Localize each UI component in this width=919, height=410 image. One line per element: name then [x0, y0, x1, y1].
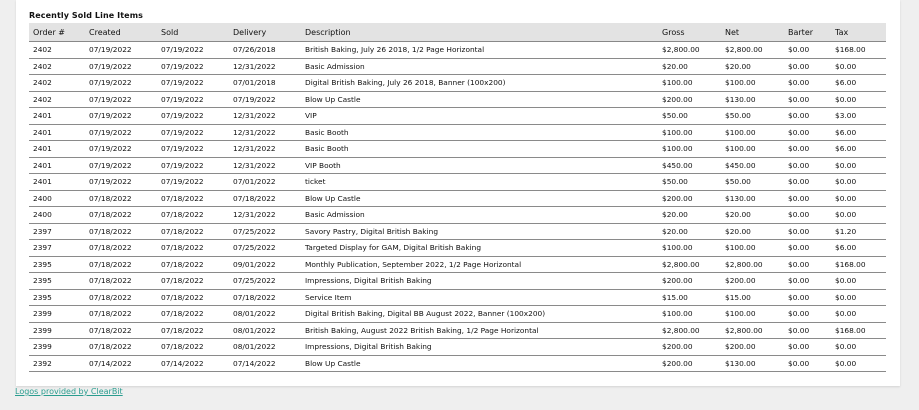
- cell-created: 07/18/2022: [85, 322, 157, 339]
- cell-delivery: 08/01/2022: [229, 339, 301, 356]
- cell-tax: $6.00: [831, 240, 886, 257]
- cell-sold: 07/18/2022: [157, 339, 229, 356]
- cell-sold: 07/19/2022: [157, 91, 229, 108]
- cell-barter: $0.00: [784, 42, 831, 59]
- cell-description: Monthly Publication, September 2022, 1/2 Page Horizontal: [301, 256, 658, 273]
- cell-created: 07/19/2022: [85, 108, 157, 125]
- cell-delivery: 07/18/2022: [229, 289, 301, 306]
- cell-delivery: 12/31/2022: [229, 207, 301, 224]
- cell-order: 2399: [29, 322, 85, 339]
- cell-tax: $3.00: [831, 108, 886, 125]
- table-row[interactable]: [29, 289, 886, 306]
- cell-net: $20.00: [721, 223, 784, 240]
- table-row[interactable]: [29, 91, 886, 108]
- table-row[interactable]: [29, 256, 886, 273]
- cell-description: ticket: [301, 174, 658, 191]
- table-row[interactable]: [29, 306, 886, 323]
- column-header-tax[interactable]: Tax: [831, 23, 886, 42]
- cell-barter: $0.00: [784, 108, 831, 125]
- cell-created: 07/19/2022: [85, 124, 157, 141]
- cell-tax: $0.00: [831, 174, 886, 191]
- cell-delivery: 07/25/2022: [229, 240, 301, 257]
- cell-order: 2392: [29, 355, 85, 372]
- cell-tax: $168.00: [831, 256, 886, 273]
- cell-created: 07/19/2022: [85, 91, 157, 108]
- table-row[interactable]: [29, 322, 886, 339]
- table-row[interactable]: [29, 174, 886, 191]
- cell-delivery: 12/31/2022: [229, 108, 301, 125]
- cell-net: $2,800.00: [721, 42, 784, 59]
- cell-tax: $0.00: [831, 306, 886, 323]
- cell-created: 07/14/2022: [85, 355, 157, 372]
- cell-tax: $168.00: [831, 42, 886, 59]
- cell-created: 07/18/2022: [85, 256, 157, 273]
- cell-sold: 07/18/2022: [157, 240, 229, 257]
- cell-order: 2397: [29, 240, 85, 257]
- cell-description: Digital British Baking, Digital BB August 2022, Banner (100x200): [301, 306, 658, 323]
- cell-delivery: 08/01/2022: [229, 322, 301, 339]
- cell-net: $20.00: [721, 58, 784, 75]
- cell-sold: 07/18/2022: [157, 223, 229, 240]
- cell-barter: $0.00: [784, 322, 831, 339]
- table-row[interactable]: [29, 240, 886, 257]
- cell-barter: $0.00: [784, 273, 831, 290]
- cell-delivery: 07/25/2022: [229, 273, 301, 290]
- cell-barter: $0.00: [784, 91, 831, 108]
- cell-delivery: 07/25/2022: [229, 223, 301, 240]
- cell-tax: $0.00: [831, 273, 886, 290]
- cell-tax: $0.00: [831, 157, 886, 174]
- cell-net: $200.00: [721, 339, 784, 356]
- cell-tax: $6.00: [831, 124, 886, 141]
- cell-delivery: 09/01/2022: [229, 256, 301, 273]
- cell-net: $100.00: [721, 141, 784, 158]
- cell-description: Blow Up Castle: [301, 91, 658, 108]
- cell-gross: $100.00: [658, 141, 721, 158]
- cell-description: Blow Up Castle: [301, 190, 658, 207]
- cell-created: 07/18/2022: [85, 190, 157, 207]
- cell-description: Basic Admission: [301, 58, 658, 75]
- cell-order: 2402: [29, 75, 85, 92]
- cell-description: Blow Up Castle: [301, 355, 658, 372]
- cell-created: 07/18/2022: [85, 273, 157, 290]
- cell-sold: 07/19/2022: [157, 58, 229, 75]
- cell-order: 2397: [29, 223, 85, 240]
- cell-tax: $0.00: [831, 339, 886, 356]
- cell-created: 07/19/2022: [85, 75, 157, 92]
- cell-net: $100.00: [721, 75, 784, 92]
- cell-created: 07/18/2022: [85, 223, 157, 240]
- cell-net: $130.00: [721, 91, 784, 108]
- cell-created: 07/18/2022: [85, 207, 157, 224]
- cell-created: 07/19/2022: [85, 157, 157, 174]
- cell-sold: 07/18/2022: [157, 256, 229, 273]
- cell-description: Savory Pastry, Digital British Baking: [301, 223, 658, 240]
- cell-gross: $200.00: [658, 339, 721, 356]
- cell-delivery: 07/01/2022: [229, 174, 301, 191]
- table-row[interactable]: [29, 273, 886, 290]
- table-row[interactable]: [29, 58, 886, 75]
- cell-description: Basic Booth: [301, 141, 658, 158]
- cell-order: 2401: [29, 174, 85, 191]
- cell-sold: 07/18/2022: [157, 289, 229, 306]
- cell-order: 2400: [29, 190, 85, 207]
- table-row[interactable]: [29, 124, 886, 141]
- cell-barter: $0.00: [784, 141, 831, 158]
- cell-barter: $0.00: [784, 157, 831, 174]
- table-body: [29, 42, 886, 372]
- cell-gross: $450.00: [658, 157, 721, 174]
- column-header-sold[interactable]: Sold: [157, 23, 229, 42]
- cell-barter: $0.00: [784, 124, 831, 141]
- cell-net: $15.00: [721, 289, 784, 306]
- cell-sold: 07/19/2022: [157, 157, 229, 174]
- cell-created: 07/19/2022: [85, 42, 157, 59]
- table-row[interactable]: [29, 339, 886, 356]
- cell-description: British Baking, August 2022 British Baking, 1/2 Page Horizontal: [301, 322, 658, 339]
- cell-delivery: 07/19/2022: [229, 91, 301, 108]
- cell-delivery: 07/01/2018: [229, 75, 301, 92]
- cell-tax: $1.20: [831, 223, 886, 240]
- cell-tax: $168.00: [831, 322, 886, 339]
- cell-description: VIP: [301, 108, 658, 125]
- cell-delivery: 12/31/2022: [229, 157, 301, 174]
- cell-sold: 07/18/2022: [157, 190, 229, 207]
- cell-gross: $200.00: [658, 273, 721, 290]
- table-row[interactable]: [29, 190, 886, 207]
- column-header-net[interactable]: Net: [721, 23, 784, 42]
- cell-order: 2401: [29, 124, 85, 141]
- cell-delivery: 07/18/2022: [229, 190, 301, 207]
- cell-sold: 07/19/2022: [157, 124, 229, 141]
- table-row[interactable]: [29, 141, 886, 158]
- cell-created: 07/18/2022: [85, 240, 157, 257]
- cell-barter: $0.00: [784, 207, 831, 224]
- table-row[interactable]: [29, 75, 886, 92]
- cell-gross: $20.00: [658, 207, 721, 224]
- cell-net: $100.00: [721, 240, 784, 257]
- cell-gross: $20.00: [658, 58, 721, 75]
- cell-description: British Baking, July 26 2018, 1/2 Page Horizontal: [301, 42, 658, 59]
- cell-delivery: 07/14/2022: [229, 355, 301, 372]
- table-row[interactable]: [29, 355, 886, 372]
- cell-order: 2401: [29, 108, 85, 125]
- clearbit-logos-link[interactable]: Logos provided by ClearBit: [15, 387, 123, 396]
- cell-order: 2402: [29, 42, 85, 59]
- cell-net: $200.00: [721, 273, 784, 290]
- cell-net: $50.00: [721, 174, 784, 191]
- cell-net: $2,800.00: [721, 322, 784, 339]
- cell-net: $20.00: [721, 207, 784, 224]
- cell-gross: $20.00: [658, 223, 721, 240]
- cell-description: VIP Booth: [301, 157, 658, 174]
- cell-created: 07/19/2022: [85, 58, 157, 75]
- column-header-delivery[interactable]: Delivery: [229, 23, 301, 42]
- cell-barter: $0.00: [784, 240, 831, 257]
- line-items-table: [29, 23, 886, 372]
- cell-gross: $100.00: [658, 75, 721, 92]
- table-row[interactable]: [29, 223, 886, 240]
- cell-barter: $0.00: [784, 339, 831, 356]
- cell-barter: $0.00: [784, 223, 831, 240]
- cell-tax: $0.00: [831, 190, 886, 207]
- column-header-description[interactable]: Description: [301, 23, 658, 42]
- cell-delivery: 12/31/2022: [229, 124, 301, 141]
- cell-sold: 07/18/2022: [157, 207, 229, 224]
- cell-tax: $0.00: [831, 58, 886, 75]
- cell-delivery: 07/26/2018: [229, 42, 301, 59]
- cell-order: 2402: [29, 91, 85, 108]
- cell-order: 2399: [29, 306, 85, 323]
- cell-sold: 07/14/2022: [157, 355, 229, 372]
- cell-tax: $0.00: [831, 207, 886, 224]
- table-row[interactable]: [29, 108, 886, 125]
- cell-description: Basic Booth: [301, 124, 658, 141]
- cell-order: 2402: [29, 58, 85, 75]
- cell-sold: 07/19/2022: [157, 141, 229, 158]
- cell-order: 2399: [29, 339, 85, 356]
- cell-sold: 07/19/2022: [157, 42, 229, 59]
- cell-net: $100.00: [721, 306, 784, 323]
- cell-barter: $0.00: [784, 256, 831, 273]
- cell-barter: $0.00: [784, 289, 831, 306]
- cell-barter: $0.00: [784, 75, 831, 92]
- cell-net: $50.00: [721, 108, 784, 125]
- cell-description: Service Item: [301, 289, 658, 306]
- cell-description: Basic Admission: [301, 207, 658, 224]
- cell-order: 2395: [29, 256, 85, 273]
- cell-tax: $6.00: [831, 75, 886, 92]
- cell-gross: $2,800.00: [658, 42, 721, 59]
- cell-sold: 07/19/2022: [157, 108, 229, 125]
- cell-sold: 07/18/2022: [157, 306, 229, 323]
- cell-barter: $0.00: [784, 355, 831, 372]
- table-row[interactable]: [29, 207, 886, 224]
- cell-barter: $0.00: [784, 190, 831, 207]
- cell-created: 07/18/2022: [85, 306, 157, 323]
- cell-tax: $6.00: [831, 141, 886, 158]
- cell-gross: $50.00: [658, 108, 721, 125]
- cell-gross: $200.00: [658, 91, 721, 108]
- cell-tax: $0.00: [831, 289, 886, 306]
- cell-gross: $100.00: [658, 124, 721, 141]
- cell-net: $2,800.00: [721, 256, 784, 273]
- cell-order: 2400: [29, 207, 85, 224]
- cell-order: 2401: [29, 157, 85, 174]
- cell-order: 2401: [29, 141, 85, 158]
- table-row[interactable]: [29, 157, 886, 174]
- column-header-order[interactable]: Order #: [29, 23, 85, 42]
- cell-created: 07/18/2022: [85, 289, 157, 306]
- cell-description: Impressions, Digital British Baking: [301, 273, 658, 290]
- cell-net: $130.00: [721, 355, 784, 372]
- cell-delivery: 12/31/2022: [229, 141, 301, 158]
- column-header-barter[interactable]: Barter: [784, 23, 831, 42]
- cell-net: $130.00: [721, 190, 784, 207]
- cell-sold: 07/18/2022: [157, 322, 229, 339]
- recently-sold-panel: [16, 0, 900, 386]
- cell-gross: $2,800.00: [658, 322, 721, 339]
- cell-gross: $2,800.00: [658, 256, 721, 273]
- cell-description: Targeted Display for GAM, Digital British Baking: [301, 240, 658, 257]
- cell-gross: $200.00: [658, 190, 721, 207]
- cell-tax: $0.00: [831, 355, 886, 372]
- cell-barter: $0.00: [784, 58, 831, 75]
- cell-gross: $100.00: [658, 306, 721, 323]
- column-header-gross[interactable]: Gross: [658, 23, 721, 42]
- cell-net: $450.00: [721, 157, 784, 174]
- cell-tax: $0.00: [831, 91, 886, 108]
- cell-gross: $50.00: [658, 174, 721, 191]
- cell-description: Impressions, Digital British Baking: [301, 339, 658, 356]
- cell-order: 2395: [29, 289, 85, 306]
- cell-sold: 07/19/2022: [157, 174, 229, 191]
- cell-net: $100.00: [721, 124, 784, 141]
- cell-order: 2395: [29, 273, 85, 290]
- cell-delivery: 12/31/2022: [229, 58, 301, 75]
- column-header-created[interactable]: Created: [85, 23, 157, 42]
- table-row[interactable]: [29, 42, 886, 59]
- cell-created: 07/19/2022: [85, 141, 157, 158]
- cell-sold: 07/18/2022: [157, 273, 229, 290]
- cell-gross: $15.00: [658, 289, 721, 306]
- cell-delivery: 08/01/2022: [229, 306, 301, 323]
- cell-created: 07/18/2022: [85, 339, 157, 356]
- table-header-row: [29, 23, 886, 42]
- panel-title: Recently Sold Line Items: [29, 11, 143, 20]
- cell-gross: $100.00: [658, 240, 721, 257]
- cell-barter: $0.00: [784, 174, 831, 191]
- cell-barter: $0.00: [784, 306, 831, 323]
- cell-gross: $200.00: [658, 355, 721, 372]
- cell-created: 07/19/2022: [85, 174, 157, 191]
- cell-description: Digital British Baking, July 26 2018, Banner (100x200): [301, 75, 658, 92]
- cell-sold: 07/19/2022: [157, 75, 229, 92]
